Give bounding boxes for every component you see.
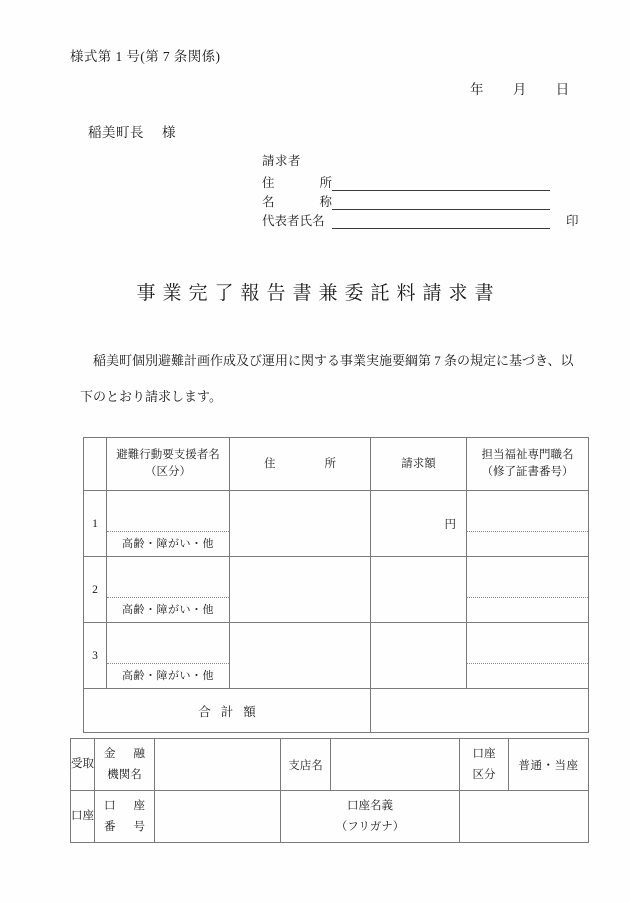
branch-label: 支店名 bbox=[281, 739, 331, 791]
header-number bbox=[84, 438, 107, 491]
account-holder-label-line1: 口座名義 bbox=[347, 799, 393, 812]
account-number-label-line2 bbox=[95, 817, 154, 838]
row-staff-name-input[interactable] bbox=[467, 557, 588, 597]
branch-name-input[interactable] bbox=[331, 739, 460, 791]
table-row bbox=[84, 491, 589, 557]
requester-address-row bbox=[262, 172, 579, 191]
row-supportee-cell bbox=[107, 623, 230, 689]
row-address-input[interactable] bbox=[230, 557, 371, 623]
row-staff-cell bbox=[467, 491, 589, 557]
row-number: 1 bbox=[84, 491, 107, 557]
requester-name-label-char2: 称 bbox=[319, 195, 332, 209]
row-supportee-name-input[interactable] bbox=[107, 491, 229, 531]
account-number-label-char1: 口 bbox=[104, 799, 116, 812]
account-holder-input[interactable] bbox=[460, 791, 589, 843]
date-month-label: 月 bbox=[512, 82, 527, 97]
institution-name-input[interactable] bbox=[155, 739, 281, 791]
account-holder-label-line2: （フリガナ） bbox=[335, 820, 405, 833]
row-amount-cell[interactable] bbox=[371, 491, 467, 557]
row-number: 3 bbox=[84, 623, 107, 689]
row-category-options[interactable]: 高齢・障がい・他 bbox=[122, 538, 214, 550]
date-year-label: 年 bbox=[470, 82, 484, 97]
bank-side-label-row2 bbox=[71, 791, 95, 843]
header-supportee-name bbox=[107, 438, 230, 491]
bank-side-label-row2-text: 口座 bbox=[71, 810, 94, 822]
requester-rep-label: 代表者氏名 bbox=[262, 214, 325, 228]
institution-label-char1: 金 bbox=[104, 747, 116, 760]
date-day-label: 日 bbox=[555, 82, 570, 97]
account-number-label-char4: 号 bbox=[133, 820, 145, 833]
bank-side-label-row1 bbox=[71, 739, 95, 791]
account-number-label bbox=[95, 791, 155, 843]
requester-address-label-char2: 所 bbox=[319, 176, 332, 190]
requester-name-row bbox=[262, 191, 579, 210]
row-staff-name-input[interactable] bbox=[467, 623, 588, 663]
claim-table bbox=[83, 437, 589, 733]
date-line bbox=[470, 78, 569, 98]
seal-mark: 印 bbox=[566, 214, 579, 228]
account-number-input[interactable] bbox=[155, 791, 281, 843]
total-row bbox=[84, 689, 589, 733]
requester-rep-row bbox=[262, 210, 579, 229]
row-staff-cert-input[interactable] bbox=[467, 598, 588, 622]
requester-name-input[interactable] bbox=[332, 194, 550, 210]
bank-side-label-row1-text: 受取 bbox=[71, 758, 94, 770]
row-staff-cert-input[interactable] bbox=[467, 532, 588, 556]
addressee-name: 稲美町長 bbox=[88, 125, 144, 140]
row-staff-cell bbox=[467, 557, 589, 623]
body-paragraph bbox=[80, 343, 574, 415]
total-label: 合計額 bbox=[84, 689, 371, 733]
account-number-label-line1 bbox=[95, 796, 154, 817]
row-supportee-cell bbox=[107, 491, 230, 557]
row-number: 2 bbox=[84, 557, 107, 623]
bank-row-account bbox=[71, 791, 589, 843]
total-value-input[interactable] bbox=[371, 689, 589, 733]
institution-label bbox=[95, 739, 155, 791]
requester-address-label bbox=[262, 173, 332, 191]
table-row bbox=[84, 623, 589, 689]
table-header-row bbox=[84, 438, 589, 491]
header-staff-line2: （修了証書番号） bbox=[481, 466, 574, 478]
bank-account-table bbox=[70, 738, 589, 843]
requester-name-label bbox=[262, 192, 332, 210]
form-number: 様式第 1 号(第 7 条関係) bbox=[70, 49, 221, 64]
header-supportee-name-line2: （区分） bbox=[145, 466, 191, 478]
requester-block bbox=[262, 151, 579, 229]
header-address-char2: 所 bbox=[324, 457, 336, 470]
header-address bbox=[230, 438, 371, 491]
bank-row-institution bbox=[71, 739, 589, 791]
header-amount: 請求額 bbox=[371, 438, 467, 491]
requester-name-label-char1: 名 bbox=[262, 195, 275, 209]
row-amount-unit: 円 bbox=[444, 518, 456, 531]
requester-address-label-char1: 住 bbox=[262, 176, 275, 190]
row-supportee-cell bbox=[107, 557, 230, 623]
addressee-honorific: 様 bbox=[162, 125, 176, 140]
addressee-line bbox=[88, 121, 176, 141]
body-line-1: 稲美町個別避難計画作成及び運用に関する事業実施要綱第 7 条の規定に基づき、以 bbox=[93, 353, 574, 368]
row-staff-cell bbox=[467, 623, 589, 689]
requester-rep-input[interactable] bbox=[332, 213, 550, 229]
body-line-2: 下のとおり請求します。 bbox=[80, 389, 222, 404]
header-address-char1: 住 bbox=[264, 457, 276, 470]
row-amount-cell[interactable] bbox=[371, 623, 467, 689]
table-row bbox=[84, 557, 589, 623]
requester-title: 請求者 bbox=[262, 154, 302, 168]
header-staff bbox=[467, 438, 589, 491]
page-title: 事業完了報告書兼委託料請求書 bbox=[136, 283, 501, 304]
account-type-options[interactable]: 普通・当座 bbox=[509, 739, 589, 791]
row-staff-cert-input[interactable] bbox=[467, 664, 588, 688]
row-address-input[interactable] bbox=[230, 623, 371, 689]
row-supportee-name-input[interactable] bbox=[107, 557, 229, 597]
account-number-label-char2: 座 bbox=[133, 799, 145, 812]
header-supportee-name-line1: 避難行動要支援者名 bbox=[116, 449, 220, 461]
account-number-label-char3: 番 bbox=[104, 820, 116, 833]
row-category-options[interactable]: 高齢・障がい・他 bbox=[122, 604, 214, 616]
header-staff-line1: 担当福祉専門職名 bbox=[481, 449, 574, 461]
institution-label-line2: 機関名 bbox=[107, 768, 142, 781]
institution-label-char2: 融 bbox=[133, 747, 145, 760]
row-category-options[interactable]: 高齢・障がい・他 bbox=[122, 670, 214, 682]
row-supportee-name-input[interactable] bbox=[107, 623, 229, 663]
row-staff-name-input[interactable] bbox=[467, 491, 588, 531]
requester-address-input[interactable] bbox=[332, 175, 550, 191]
row-amount-cell[interactable] bbox=[371, 557, 467, 623]
account-kubun-label bbox=[460, 739, 509, 791]
row-address-input[interactable] bbox=[230, 491, 371, 557]
institution-label-line1 bbox=[95, 744, 154, 765]
account-kubun-label-line2: 区分 bbox=[472, 768, 496, 781]
account-holder-label bbox=[281, 791, 460, 843]
account-kubun-label-line1: 口座 bbox=[472, 747, 496, 760]
